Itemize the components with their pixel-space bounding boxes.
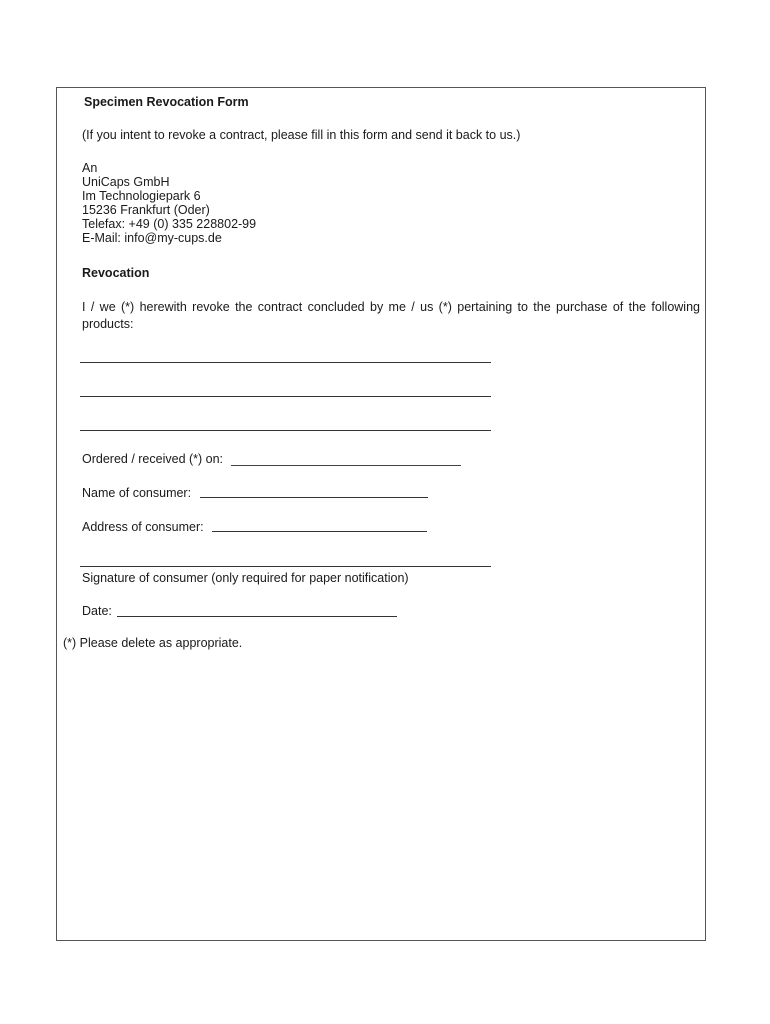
recipient-line: An [82,161,98,175]
date-label: Date: [82,604,112,618]
footnote: (*) Please delete as appropriate. [63,636,243,650]
section-heading-revocation: Revocation [82,266,150,280]
recipient-city: 15236 Frankfurt (Oder) [82,203,210,217]
ordered-received-label: Ordered / received (*) on: [82,452,224,466]
products-line-3[interactable] [80,430,491,431]
recipient-street: Im Technologiepark 6 [82,189,201,203]
ordered-received-field[interactable] [231,465,461,466]
form-intro: (If you intent to revoke a contract, please fill in this form and send it back to us.) [82,128,521,142]
recipient-email: E-Mail: info@my-cups.de [82,231,222,245]
consumer-name-label: Name of consumer: [82,486,192,500]
signature-label: Signature of consumer (only required for paper notification) [82,571,409,585]
consumer-address-label: Address of consumer: [82,520,204,534]
recipient-fax: Telefax: +49 (0) 335 228802-99 [82,217,257,231]
date-field[interactable] [117,616,397,617]
form-title: Specimen Revocation Form [84,95,249,109]
products-line-2[interactable] [80,396,491,397]
consumer-name-field[interactable] [200,497,428,498]
revocation-statement: I / we (*) herewith revoke the contract concluded by me / us (*) pertaining to the purchase of the following products: [82,300,700,331]
products-line-1[interactable] [80,362,491,363]
consumer-address-field[interactable] [212,531,427,532]
recipient-company: UniCaps GmbH [82,175,170,189]
signature-field[interactable] [80,566,491,567]
